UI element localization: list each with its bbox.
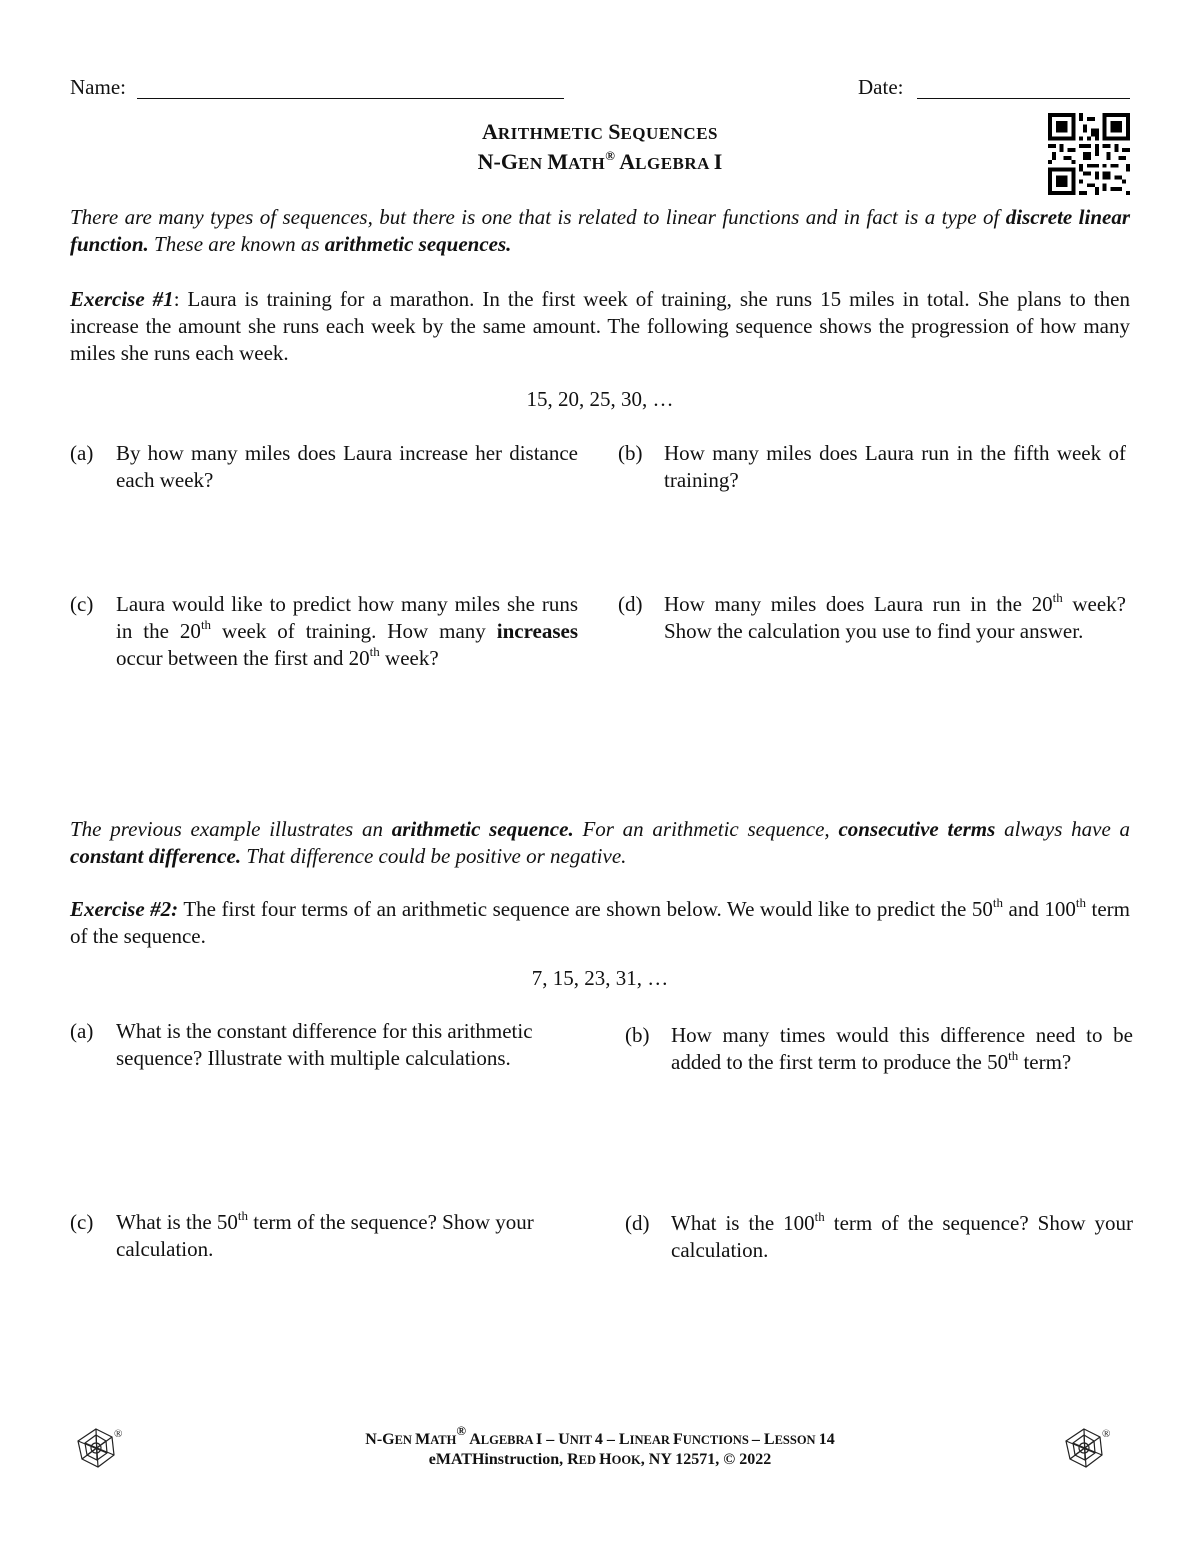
exercise-2-question-a: (a) What is the constant difference for this arithmetic sequence? Illustrate with multiple calculations.: [70, 1019, 533, 1070]
exercise-2-question-c: (c) What is the 50th term of the sequence? Show your calculation.: [70, 1208, 534, 1261]
arithmetic-sequence-definition: The previous example illustrates an arithmetic sequence. For an arithmetic sequence, consecutive terms always have a constant difference. That difference could be positive or negative.: [70, 817, 1131, 868]
exercise-1-question-a: (a) By how many miles does Laura increase her distance each week?: [70, 441, 578, 492]
exercise-2-question-b: (b) How many times would this difference need to be added to the first term to produce the 50th term?: [625, 1023, 1133, 1074]
qr-code-icon[interactable]: [1047, 113, 1131, 195]
exercise-1-label: Exercise #1: [70, 287, 174, 311]
worksheet-subtitle: N-GEN MATH® ALGEBRA I: [477, 148, 723, 174]
intro-paragraph: There are many types of sequences, but there is one that is related to linear functions and in fact is a type of discrete linear function. These are known as arithmetic sequences.: [70, 205, 1130, 256]
worksheet-title: ARITHMETIC SEQUENCES: [482, 119, 718, 144]
svg-text:®: ®: [114, 1428, 123, 1440]
footer-course-line: N-GEN MATH® ALGEBRA I – UNIT 4 – LINEAR FUNCTIONS – LESSON 14: [365, 1423, 835, 1448]
exercise-1-sequence: 15, 20, 25, 30, …: [526, 387, 674, 411]
exercise-2-prompt: Exercise #2: The first four terms of an arithmetic sequence are shown below. We would like to predict the 50th and 100th term of the sequence.: [70, 895, 1130, 948]
exercise-2-question-d: (d) What is the 100th term of the sequence? Show your calculation.: [625, 1209, 1134, 1262]
footer-publisher-line: eMATHinstruction, RED HOOK, NY 12571, © 2022: [428, 1451, 772, 1468]
exercise-1-prompt: Exercise #1: Laura is training for a marathon. In the first week of training, she runs 15 miles in total. She plans to then increase the amount she runs each week by the same amount. The following sequence shows the progression of how many miles she runs each week.: [70, 287, 1130, 365]
exercise-2-sequence: 7, 15, 23, 31, …: [531, 966, 669, 990]
svg-text:®: ®: [1102, 1428, 1111, 1440]
date-label: Date:: [858, 75, 904, 99]
exercise-1-question-d: (d) How many miles does Laura run in the 20th week? Show the calculation you use to find your answer.: [618, 590, 1126, 643]
exercise-1-question-c: (c) Laura would like to predict how many miles she runs in the 20th week of training. How many increases occur between the first and 20th week?: [70, 592, 578, 670]
exercise-2-label: Exercise #2:: [70, 897, 179, 921]
exercise-1-question-b: (b) How many miles does Laura run in the fifth week of training?: [618, 441, 1126, 492]
name-field[interactable]: [137, 74, 564, 99]
date-field[interactable]: [917, 74, 1130, 99]
name-label: Name:: [70, 75, 126, 99]
